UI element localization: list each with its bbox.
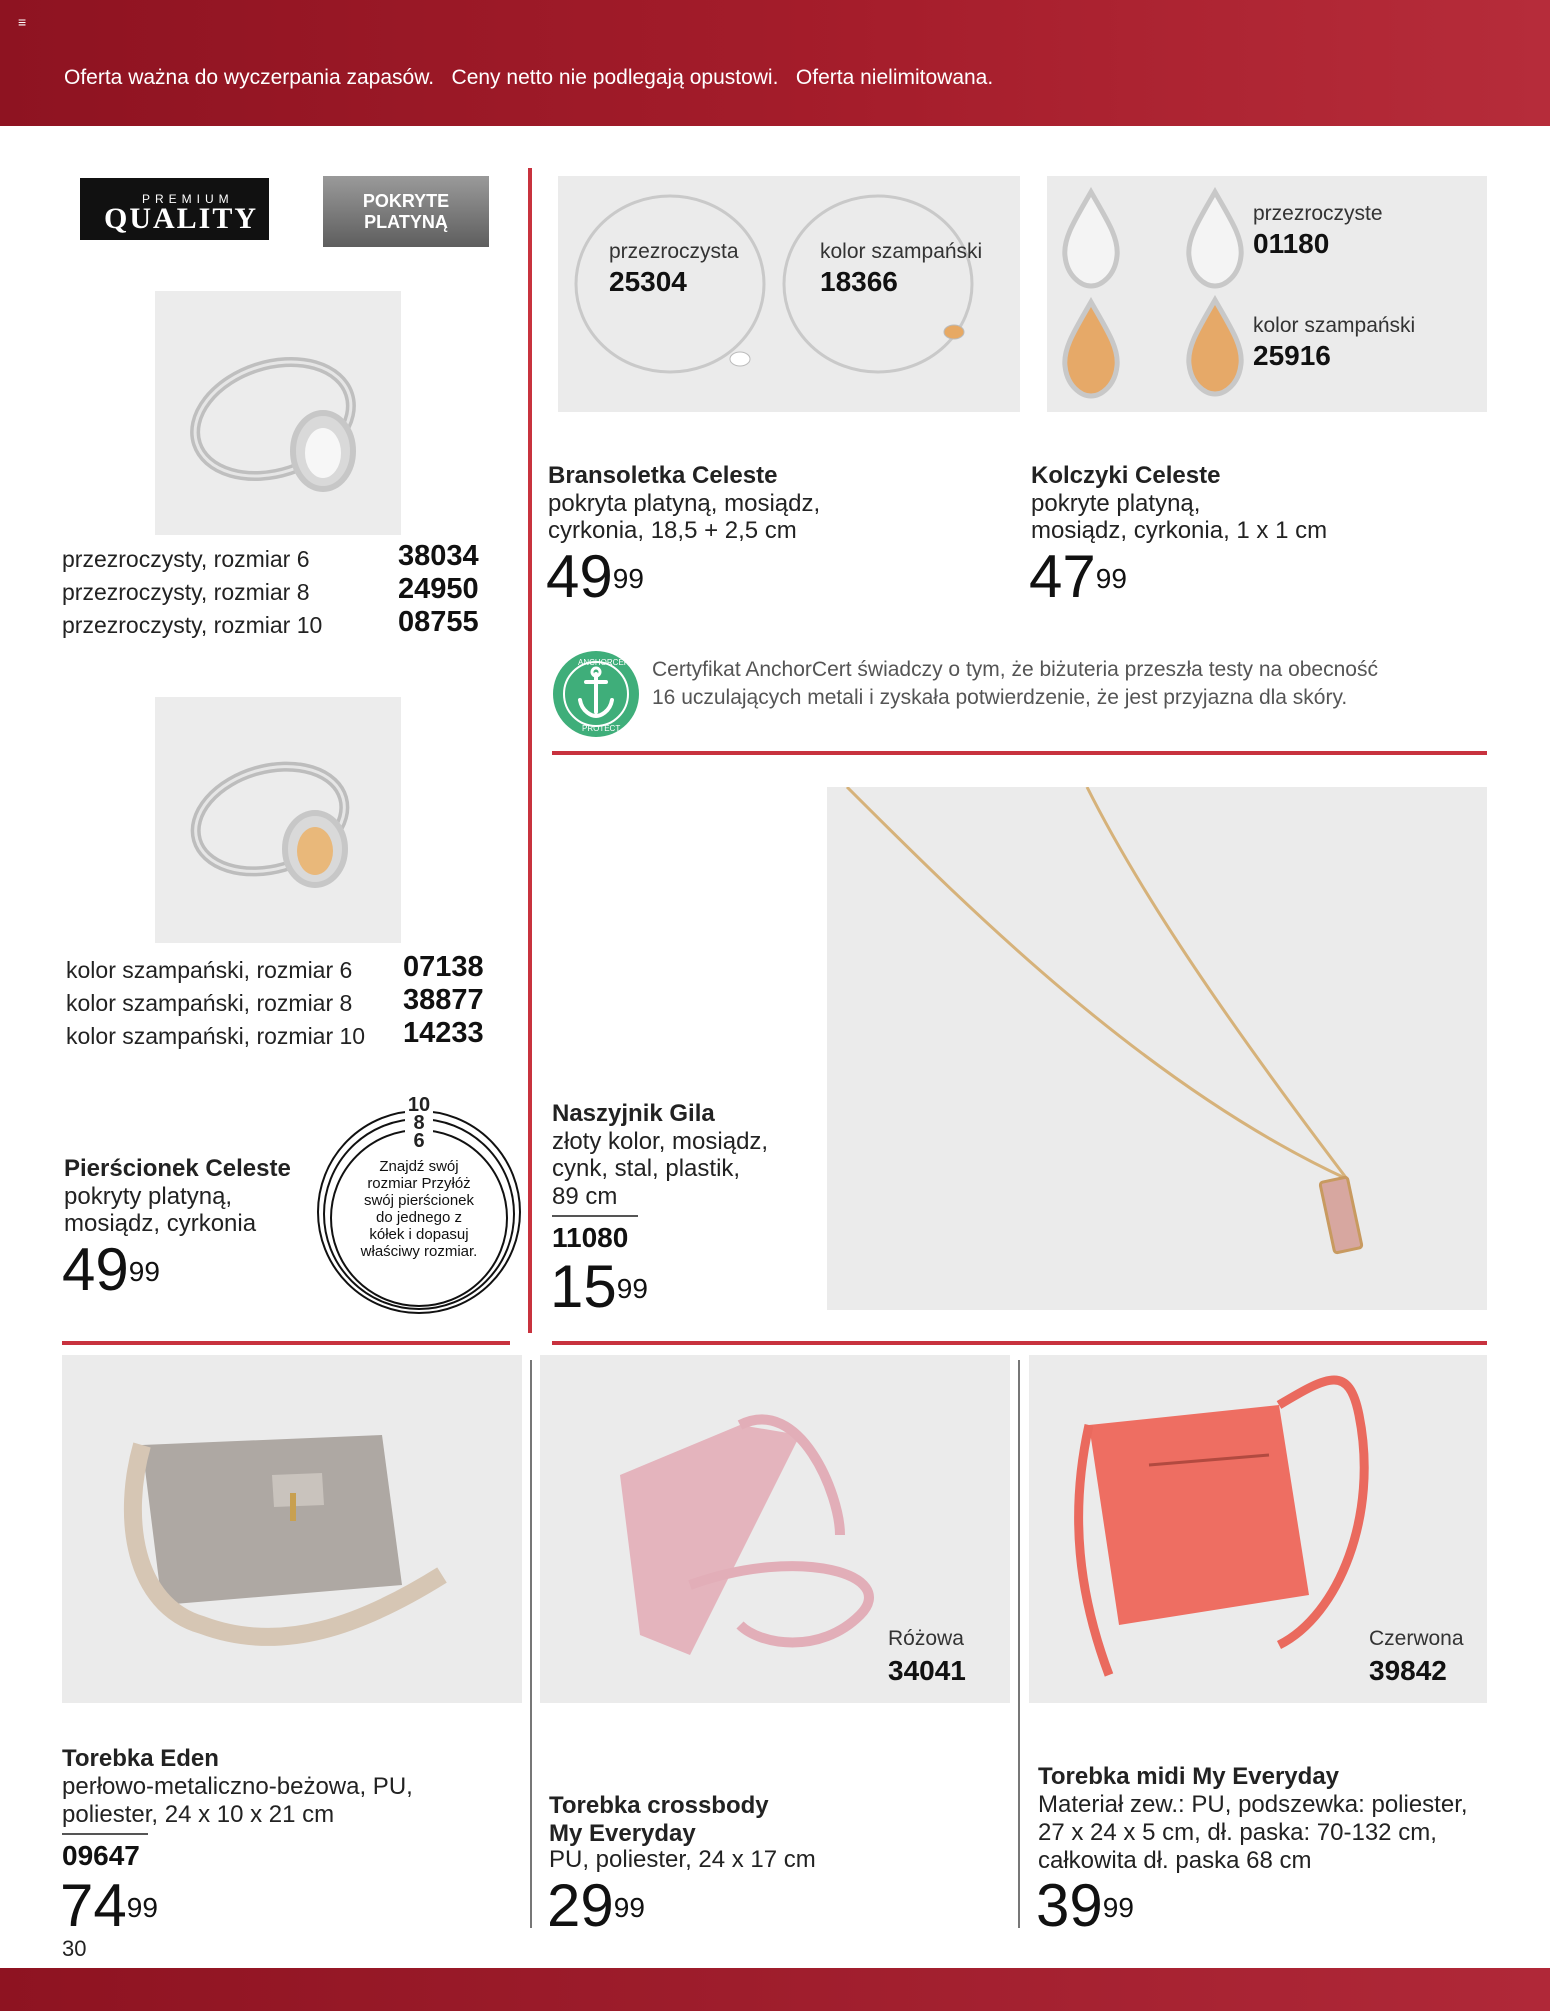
- platinum-line1: POKRYTE: [362, 191, 450, 211]
- bracelet-name: Bransoletka Celeste: [548, 462, 778, 489]
- variant-code: 08755: [398, 606, 479, 638]
- ring-desc-2: mosiądz, cyrkonia: [64, 1210, 257, 1237]
- price-integer: 49: [546, 543, 613, 610]
- page-number: 30: [62, 1936, 87, 1961]
- variant-label: przezroczysty, rozmiar 10: [62, 612, 323, 638]
- bracelet-variant-code: 25304: [609, 266, 687, 297]
- header-bar: [0, 0, 1550, 126]
- list-item: [62, 540, 492, 573]
- variant-code: 38877: [403, 984, 484, 1016]
- price-decimal: 99: [126, 1892, 158, 1923]
- rule: [552, 1215, 638, 1217]
- crossbody-name-1: Torebka crossbody: [549, 1792, 769, 1819]
- price-decimal: 99: [612, 563, 644, 594]
- bracelet-variant-label: kolor szampański: [820, 240, 983, 263]
- section-divider: [552, 751, 1487, 755]
- bracelet-desc-2: cyrkonia, 18,5 + 2,5 cm: [548, 517, 797, 544]
- earrings-desc-2: mosiądz, cyrkonia, 1 x 1 cm: [1031, 517, 1328, 544]
- price-integer: 49: [62, 1236, 129, 1303]
- cert-description: [652, 656, 1378, 712]
- ring-price: [62, 1236, 160, 1303]
- bracelet-desc-1: pokryta platyną, mosiądz,: [548, 490, 821, 517]
- price-integer: 74: [60, 1872, 127, 1939]
- column-divider: [530, 1360, 532, 1928]
- sizer-instructions: Znajdź swój rozmiar Przyłóż swój pierścionek do jednego z kółek i dopasuj właściwy rozmiar.: [360, 1158, 478, 1260]
- earrings-variant-label: kolor szampański: [1253, 314, 1416, 337]
- platinum-line2: PLATYNĄ: [364, 212, 448, 232]
- bracelet-price: [546, 543, 644, 610]
- eden-desc-1: perłowo-metaliczno-beżowa, PU,: [62, 1773, 413, 1800]
- variant-label: przezroczysty, rozmiar 8: [62, 579, 310, 605]
- price-integer: 39: [1036, 1872, 1103, 1939]
- price-decimal: 99: [128, 1256, 160, 1287]
- platinum-badge: [323, 176, 489, 247]
- bracelet-variant-label: przezroczysta: [609, 240, 739, 263]
- midi-desc-3: całkowita dł. paska 68 cm: [1038, 1847, 1312, 1874]
- earrings-variant-label: przezroczyste: [1253, 202, 1383, 225]
- earrings-price: [1029, 543, 1127, 610]
- rule: [62, 1833, 148, 1835]
- earrings-variant-code: 25916: [1253, 340, 1331, 371]
- size-markers: [405, 1096, 433, 1150]
- bracelet-variant-code: 18366: [820, 266, 898, 297]
- cert-line-1: Certyfikat AnchorCert świadczy o tym, że biżuteria przeszła testy na obecność: [652, 658, 1378, 681]
- necklace-name: Naszyjnik Gila: [552, 1100, 715, 1127]
- premium-quality-badge: [80, 178, 269, 240]
- ring-name: Pierścionek Celeste: [64, 1155, 291, 1182]
- midi-desc-2: 27 x 24 x 5 cm, dł. paska: 70-132 cm,: [1038, 1819, 1437, 1846]
- earrings-name: Kolczyki Celeste: [1031, 462, 1221, 489]
- ring-champagne-list: [66, 951, 496, 1050]
- midi-price: [1036, 1872, 1134, 1939]
- price-decimal: 99: [616, 1273, 648, 1304]
- necklace-code: 11080: [552, 1222, 629, 1253]
- price-decimal: 99: [613, 1892, 645, 1923]
- ring-sizer: [314, 1096, 524, 1316]
- price-integer: 29: [547, 1872, 614, 1939]
- necklace-desc-2: cynk, stal, plastik,: [552, 1155, 741, 1182]
- midi-desc-1: Materiał zew.: PU, podszewka: poliester,: [1038, 1791, 1468, 1818]
- list-item: [66, 1017, 496, 1050]
- premium-label: PREMIUM: [142, 192, 234, 206]
- variant-code: 14233: [403, 1017, 484, 1049]
- menu-icon[interactable]: ≡: [18, 14, 27, 30]
- ring-clear-list: [62, 540, 492, 639]
- midi-code: 39842: [1369, 1655, 1447, 1686]
- ring-desc-1: pokryty platyną,: [64, 1183, 233, 1210]
- list-item: [66, 984, 496, 1017]
- variant-label: kolor szampański, rozmiar 10: [66, 1023, 366, 1049]
- eden-name: Torebka Eden: [62, 1745, 219, 1772]
- variant-code: 38034: [398, 540, 479, 572]
- size-6: 6: [413, 1130, 425, 1152]
- list-item: [66, 951, 496, 984]
- midi-name: Torebka midi My Everyday: [1038, 1763, 1340, 1790]
- footer-bar: [0, 1968, 1550, 2011]
- anchorcert-seal: [552, 650, 640, 738]
- crossbody-name-2: My Everyday: [549, 1820, 696, 1847]
- necklace-desc-3: 89 cm: [552, 1183, 618, 1210]
- variant-code: 24950: [398, 573, 479, 605]
- eden-desc-2: poliester, 24 x 10 x 21 cm: [62, 1801, 335, 1828]
- quality-label: QUALITY: [104, 202, 259, 235]
- midi-color-label: Czerwona: [1369, 1627, 1464, 1650]
- crossbody-desc-1: PU, poliester, 24 x 17 cm: [549, 1846, 816, 1873]
- bag-midi-photo: [1029, 1355, 1487, 1703]
- necklace-price: [550, 1253, 648, 1320]
- offer-notice: Oferta ważna do wyczerpania zapasów. Ceny netto nie podlegają opustowi. Oferta nielimitowana.: [64, 66, 994, 89]
- size-8: 8: [413, 1112, 425, 1134]
- price-decimal: 99: [1102, 1892, 1134, 1923]
- bracelet-photo: [558, 176, 1020, 412]
- vertical-divider: [528, 168, 532, 1333]
- seal-top-text: ANCHORCERT: [578, 658, 635, 667]
- price-integer: 15: [550, 1253, 617, 1320]
- section-divider: [552, 1341, 1487, 1345]
- earrings-variant-code: 01180: [1253, 228, 1330, 259]
- bag-crossbody-photo: [540, 1355, 1010, 1703]
- list-item: [62, 606, 492, 639]
- column-divider: [1018, 1360, 1020, 1928]
- seal-bottom-text: PROTECT: [582, 724, 621, 733]
- variant-label: kolor szampański, rozmiar 6: [66, 957, 353, 983]
- bag-eden-photo: [62, 1355, 522, 1703]
- crossbody-color-label: Różowa: [888, 1627, 964, 1650]
- earrings-desc-1: pokryte platyną,: [1031, 490, 1201, 517]
- eden-code: 09647: [62, 1840, 140, 1871]
- variant-label: kolor szampański, rozmiar 8: [66, 990, 353, 1016]
- variant-label: przezroczysty, rozmiar 6: [62, 546, 310, 572]
- size-10: 10: [407, 1094, 431, 1116]
- cert-line-2: 16 uczulających metali i zyskała potwierdzenie, że jest przyjazna dla skóry.: [652, 686, 1348, 709]
- eden-price: [60, 1872, 158, 1939]
- variant-code: 07138: [403, 951, 484, 983]
- earrings-photo: [1047, 176, 1487, 412]
- necklace-desc-1: złoty kolor, mosiądz,: [552, 1128, 769, 1155]
- ring-champagne-photo: [155, 697, 401, 943]
- list-item: [62, 573, 492, 606]
- crossbody-code: 34041: [888, 1655, 966, 1686]
- necklace-photo: [827, 787, 1487, 1310]
- crossbody-price: [547, 1872, 645, 1939]
- price-integer: 47: [1029, 543, 1096, 610]
- price-decimal: 99: [1095, 563, 1127, 594]
- section-divider: [62, 1341, 510, 1345]
- ring-clear-photo: [155, 291, 401, 535]
